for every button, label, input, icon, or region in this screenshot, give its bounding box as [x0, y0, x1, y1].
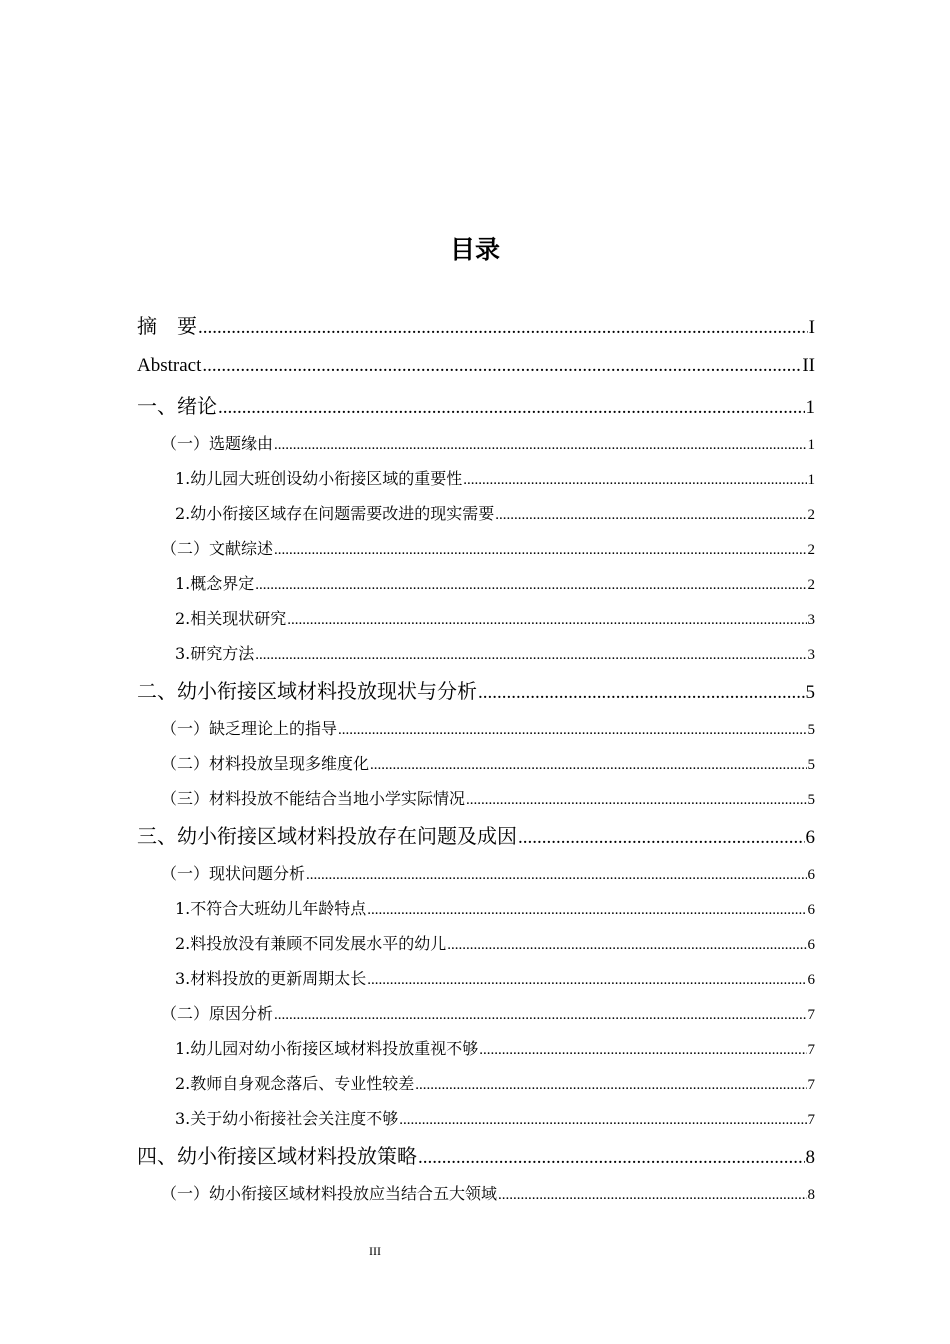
toc-entry[interactable] — [137, 996, 815, 1031]
toc-entry-title: 2.相关现状研究 — [175, 609, 287, 628]
toc-leader-dots — [463, 463, 806, 498]
toc-entry-title: 摘 要 — [137, 314, 197, 338]
toc-entry[interactable] — [137, 1031, 815, 1066]
toc-entry-title: （一）缺乏理论上的指导 — [161, 719, 338, 738]
toc-entry[interactable] — [137, 746, 815, 781]
toc-entry-title: （三）材料投放不能结合当地小学实际情况 — [161, 789, 466, 808]
toc-leader-dots — [495, 498, 806, 533]
toc-entry-title: 3.关于幼小衔接社会关注度不够 — [175, 1109, 399, 1128]
toc-leader-dots — [447, 928, 806, 963]
toc-entry-title: 三、幼小衔接区域材料投放存在问题及成因 — [137, 824, 517, 848]
toc-entry-page: II — [802, 355, 815, 376]
toc-entry-title: （二）原因分析 — [161, 1004, 274, 1023]
toc-leader-dots — [478, 673, 805, 713]
toc-entry[interactable] — [137, 671, 815, 711]
toc-entry-page: 6 — [807, 867, 815, 883]
toc-entry-title: （二）文献综述 — [161, 539, 274, 558]
toc-entry-title: 2.教师自身观念落后、专业性较差 — [175, 1074, 415, 1093]
toc-entry-title: 四、幼小衔接区域材料投放策略 — [137, 1144, 417, 1168]
toc-leader-dots — [255, 638, 806, 673]
toc-entry-page: 2 — [807, 507, 815, 523]
page-number: III — [369, 1244, 381, 1258]
toc-entry[interactable] — [137, 816, 815, 856]
toc-entry[interactable] — [137, 856, 815, 891]
toc-leader-dots — [479, 1033, 806, 1068]
toc-entry-title: Abstract — [137, 355, 202, 376]
toc-entry[interactable] — [137, 636, 815, 671]
toc-entry-page: 6 — [807, 902, 815, 918]
toc-entry-page: I — [808, 317, 815, 338]
toc-entry[interactable] — [137, 531, 815, 566]
toc-entry[interactable] — [137, 386, 815, 426]
toc-entry-page: 3 — [807, 612, 815, 628]
toc-entry-page: 8 — [807, 1187, 815, 1203]
toc-leader-dots — [370, 748, 806, 783]
toc-entry-title: （一）现状问题分析 — [161, 864, 306, 883]
toc-entry-title: 3.研究方法 — [175, 644, 255, 663]
toc-leader-dots — [255, 568, 806, 603]
table-of-contents — [137, 306, 815, 1211]
toc-entry-page: 5 — [807, 722, 815, 738]
toc-leader-dots — [367, 963, 806, 998]
toc-entry-title: （二）材料投放呈现多维度化 — [161, 754, 370, 773]
toc-leader-dots — [274, 998, 806, 1033]
toc-leader-dots — [418, 1138, 805, 1178]
toc-leader-dots — [415, 1068, 806, 1103]
toc-entry-page: 7 — [807, 1007, 815, 1023]
toc-entry-page: 6 — [805, 827, 815, 848]
toc-entry[interactable] — [137, 1066, 815, 1101]
toc-entry[interactable] — [137, 306, 815, 346]
toc-entry[interactable] — [137, 496, 815, 531]
toc-entry-page: 7 — [807, 1112, 815, 1128]
toc-entry-title: 2.幼小衔接区域存在问题需要改进的现实需要 — [175, 504, 495, 523]
toc-leader-dots — [202, 346, 801, 386]
toc-entry-title: 一、绪论 — [137, 394, 217, 418]
toc-entry[interactable] — [137, 1101, 815, 1136]
toc-entry-title: 2.料投放没有兼顾不同发展水平的幼儿 — [175, 934, 447, 953]
toc-entry[interactable] — [137, 346, 815, 386]
toc-leader-dots — [338, 713, 806, 748]
toc-entry-title: （一）选题缘由 — [161, 434, 274, 453]
toc-entry-title: 3.材料投放的更新周期太长 — [175, 969, 367, 988]
toc-entry[interactable] — [137, 711, 815, 746]
toc-entry-title: 1.概念界定 — [175, 574, 255, 593]
toc-entry-title: 1.幼儿园对幼小衔接区域材料投放重视不够 — [175, 1039, 479, 1058]
toc-entry[interactable] — [137, 601, 815, 636]
toc-entry-page: 7 — [807, 1042, 815, 1058]
toc-entry[interactable] — [137, 961, 815, 996]
toc-entry-page: 6 — [807, 937, 815, 953]
toc-entry-page: 1 — [807, 472, 815, 488]
toc-entry-page: 3 — [807, 647, 815, 663]
toc-leader-dots — [518, 818, 805, 858]
toc-entry-page: 5 — [807, 757, 815, 773]
toc-entry[interactable] — [137, 891, 815, 926]
toc-entry-page: 1 — [805, 397, 815, 418]
toc-entry-title: （一）幼小衔接区域材料投放应当结合五大领域 — [161, 1184, 498, 1203]
toc-entry[interactable] — [137, 426, 815, 461]
toc-entry[interactable] — [137, 1176, 815, 1211]
toc-entry-page: 2 — [807, 542, 815, 558]
toc-entry-page: 5 — [805, 682, 815, 703]
toc-leader-dots — [287, 603, 806, 638]
toc-entry[interactable] — [137, 781, 815, 816]
toc-entry-page: 5 — [807, 792, 815, 808]
toc-leader-dots — [367, 893, 806, 928]
toc-entry-title: 1.幼儿园大班创设幼小衔接区域的重要性 — [175, 469, 463, 488]
toc-entry[interactable] — [137, 566, 815, 601]
toc-entry[interactable] — [137, 461, 815, 496]
toc-leader-dots — [498, 1178, 806, 1213]
toc-leader-dots — [274, 428, 806, 463]
toc-leader-dots — [306, 858, 806, 893]
toc-entry[interactable] — [137, 1136, 815, 1176]
toc-entry-page: 7 — [807, 1077, 815, 1093]
toc-entry-page: 8 — [805, 1147, 815, 1168]
toc-leader-dots — [218, 388, 805, 428]
toc-leader-dots — [198, 308, 808, 348]
toc-entry[interactable] — [137, 926, 815, 961]
toc-leader-dots — [274, 533, 806, 568]
toc-entry-page: 6 — [807, 972, 815, 988]
toc-leader-dots — [399, 1103, 806, 1138]
toc-entry-page: 2 — [807, 577, 815, 593]
toc-entry-title: 1.不符合大班幼儿年龄特点 — [175, 899, 367, 918]
toc-title: 目录 — [449, 235, 500, 264]
toc-entry-page: 1 — [807, 437, 815, 453]
toc-entry-title: 二、幼小衔接区域材料投放现状与分析 — [137, 679, 477, 703]
toc-leader-dots — [466, 783, 806, 818]
